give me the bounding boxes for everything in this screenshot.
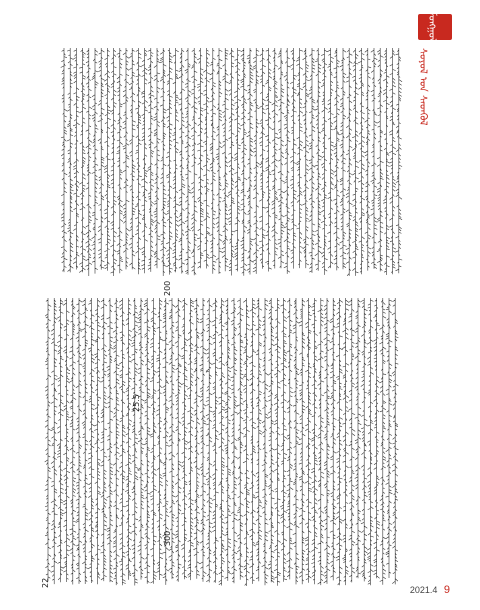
text-line [222, 48, 229, 271]
text-line [150, 298, 157, 584]
text-line [88, 298, 95, 583]
text-line [262, 298, 269, 585]
text-line [61, 48, 68, 272]
page-footer [410, 584, 450, 596]
text-line [315, 48, 322, 271]
text-line [324, 298, 331, 584]
text-line [181, 298, 188, 579]
text-line [386, 298, 393, 578]
number-300: 300 [163, 530, 172, 546]
text-line [293, 298, 300, 584]
text-line [309, 48, 316, 273]
text-line [240, 48, 247, 276]
number-22: 22 [41, 577, 50, 588]
text-line [144, 298, 151, 584]
text-line [82, 298, 89, 584]
text-line [179, 48, 186, 274]
text-line [125, 298, 132, 580]
text-line [234, 48, 241, 271]
text-line [209, 48, 216, 274]
text-line [303, 48, 310, 268]
text-line [355, 298, 362, 578]
text-line [286, 298, 293, 579]
text-line [327, 48, 334, 268]
text-line [318, 298, 325, 585]
text-line [193, 298, 200, 579]
text-line [191, 48, 198, 275]
text-line [98, 48, 105, 270]
text-line [365, 48, 372, 271]
text-line [76, 298, 83, 584]
text-line [67, 48, 74, 272]
text-line [231, 298, 238, 583]
text-line [249, 298, 256, 584]
text-line [175, 298, 182, 582]
text-line [379, 298, 386, 585]
text-line [113, 298, 120, 585]
issue-date: 2021.4 [409, 585, 438, 595]
text-lines [45, 48, 402, 586]
text-line [172, 48, 179, 272]
text-line [216, 48, 223, 274]
text-line [272, 48, 279, 269]
text-line [340, 48, 347, 269]
text-line [299, 298, 305, 584]
text-line [358, 48, 365, 274]
text-line [131, 298, 138, 586]
text-line [101, 298, 108, 581]
text-line [255, 298, 262, 581]
text-line [107, 298, 114, 582]
text-line [138, 298, 145, 580]
text-line [123, 48, 130, 269]
text-line [278, 48, 285, 268]
text-line [73, 48, 80, 270]
text-line [395, 48, 402, 273]
text-line [203, 48, 210, 269]
text-line [92, 48, 99, 274]
text-line [259, 48, 266, 269]
text-line [284, 48, 291, 274]
text-line [311, 298, 318, 584]
text-line [224, 298, 231, 581]
text-line [129, 48, 136, 269]
text-line [243, 298, 250, 586]
text-line [148, 48, 155, 272]
text-line [212, 298, 219, 583]
text-line [253, 48, 260, 274]
text-line [166, 48, 173, 275]
text-line [69, 298, 76, 585]
text-line [336, 298, 343, 585]
text-line [352, 48, 359, 276]
text-line [268, 298, 275, 583]
section-badge-label: ᠮᠣᠩᠭᠣᠯ [425, 11, 437, 43]
text-line [63, 298, 70, 582]
text-line [342, 298, 349, 585]
text-line [141, 48, 148, 273]
text-line [104, 48, 111, 271]
text-line [197, 48, 204, 268]
page-number: 9 [443, 584, 450, 596]
text-line [383, 48, 390, 275]
text-line [280, 298, 287, 582]
text-line [348, 298, 355, 582]
text-line [51, 298, 58, 584]
text-line [57, 298, 64, 582]
text-line [389, 48, 396, 274]
text-line [237, 298, 244, 580]
text-line [247, 48, 254, 275]
text-line [321, 48, 328, 275]
text-line [185, 48, 192, 275]
text-line [200, 298, 207, 582]
text-line [296, 48, 303, 268]
text-line [228, 48, 235, 276]
text-line [119, 298, 126, 585]
text-line [135, 48, 142, 274]
text-line [392, 298, 399, 584]
text-line [346, 48, 353, 276]
text-line [265, 48, 272, 272]
text-line [116, 48, 123, 273]
text-line [373, 298, 380, 578]
text-line [154, 48, 161, 268]
text-line [94, 298, 101, 584]
text-line [85, 48, 92, 276]
text-line [187, 298, 194, 580]
section-title-text: ᠰᠣᠶᠤᠯ ᠤᠨ ᠰᠡᠳᠬᠦᠯ [417, 48, 428, 126]
text-line [367, 298, 374, 585]
text-line [333, 48, 340, 270]
text-line [377, 48, 384, 271]
text-line [274, 298, 281, 586]
text-line [371, 48, 378, 269]
text-line [206, 298, 213, 582]
text-line [330, 298, 337, 580]
text-line [305, 298, 312, 583]
text-line [45, 298, 52, 581]
text-line [156, 298, 163, 580]
text-line [290, 48, 297, 269]
number-200: 200 [163, 280, 172, 296]
text-line [110, 48, 117, 276]
number-25-5: 25.5 [132, 394, 141, 412]
text-line [361, 298, 368, 581]
text-line [160, 48, 167, 276]
text-line [79, 48, 86, 273]
text-line [218, 298, 225, 586]
